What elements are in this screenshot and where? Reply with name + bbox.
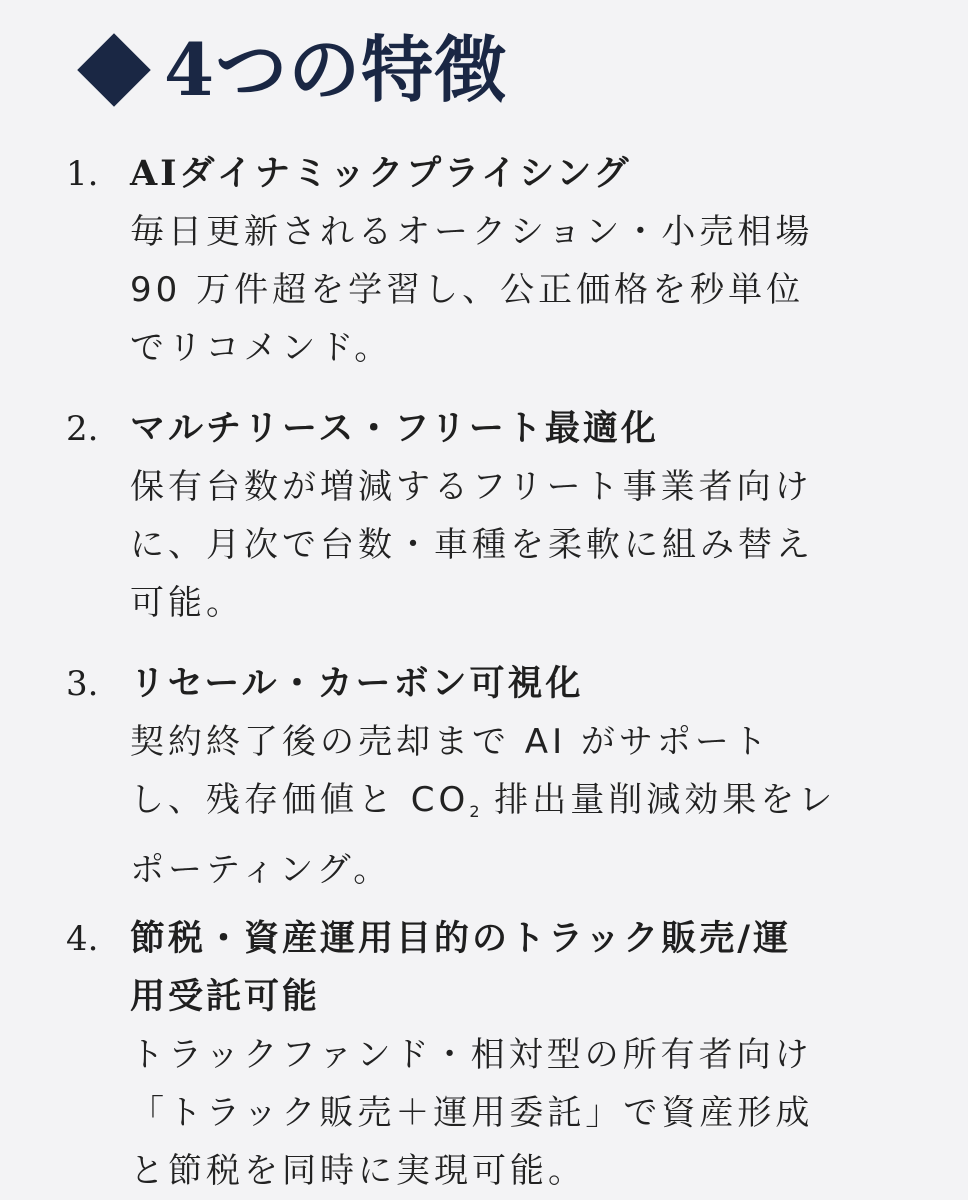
feature-description-line (130, 771, 890, 841)
co2-subscript: 2 (469, 802, 480, 821)
feature-heading (130, 400, 890, 458)
feature-heading-line: 節税・資産運用目的のトラック販売/運 (130, 918, 792, 959)
feature-description-line: 「トラック販売＋運用委託」で資産形成 (130, 1093, 814, 1133)
feature-description (130, 203, 890, 377)
feature-heading-line: AIダイナミックプライシング (130, 153, 632, 194)
feature-heading (130, 145, 890, 203)
feature-description-line: 保有台数が増減するフリート事業者向け (130, 467, 813, 507)
feature-heading-line: リセール・カーボン可視化 (130, 663, 584, 704)
page-title (76, 22, 507, 117)
feature-description-line-part: 排出量削減効果をレ (479, 780, 837, 820)
feature-description-line: に、月次で台数・車種を柔軟に組み替え (130, 525, 814, 565)
feature-heading (130, 655, 890, 713)
feature-number: 2. (66, 409, 99, 449)
feature-description-line: 90 万件超を学習し、公正価格を秒単位 (130, 270, 805, 310)
feature-description-line-part: し、残存価値と CO (130, 780, 470, 820)
feature-heading (130, 910, 890, 1026)
feature-heading-line: マルチリース・フリート最適化 (130, 408, 659, 449)
feature-description (130, 1026, 890, 1200)
feature-description-line: ポーティング。 (130, 850, 392, 890)
page-title-text: 4つの特徴 (164, 27, 508, 112)
feature-description-line: 契約終了後の売却まで AI がサポート (130, 722, 771, 762)
feature-description-line: 毎日更新されるオークション・小売相場 (130, 212, 814, 252)
feature-description-line: と節税を同時に実現可能。 (130, 1151, 586, 1191)
feature-description (130, 458, 890, 632)
diamond-bullet-icon (77, 33, 151, 107)
feature-number: 4. (66, 919, 99, 959)
feature-description-line: 可能。 (130, 583, 244, 623)
feature-number: 3. (66, 664, 99, 704)
feature-heading-line: 用受託可能 (130, 976, 321, 1017)
feature-number: 1. (66, 154, 99, 194)
feature-description-line: でリコメンド。 (130, 328, 393, 368)
feature-description-line: トラックファンド・相対型の所有者向け (130, 1035, 813, 1075)
feature-description (130, 713, 890, 899)
